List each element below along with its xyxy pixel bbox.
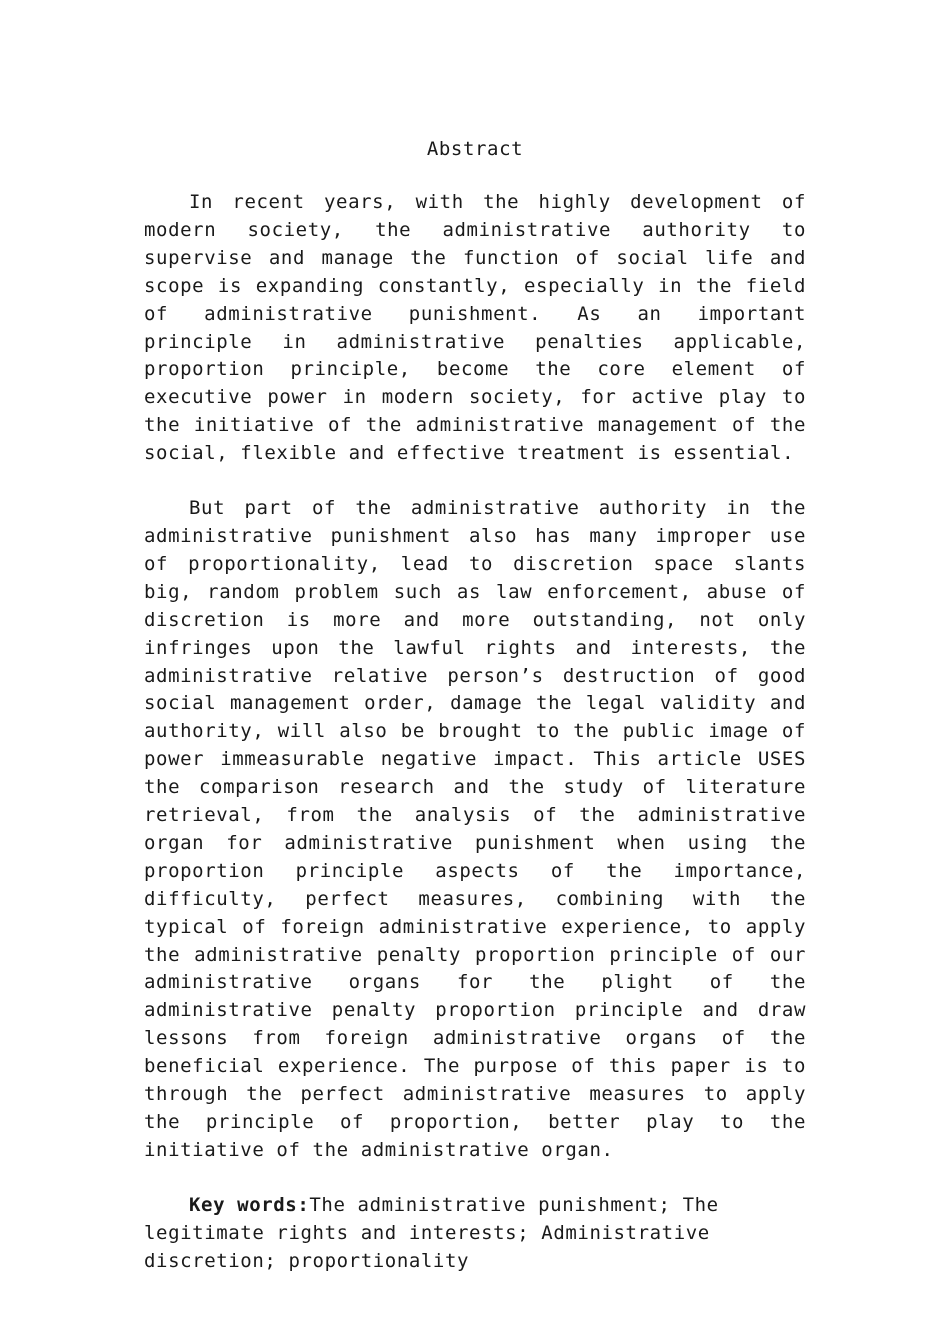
keywords-text: The administrative punishment; The legitimate rights and interests; Administrative discretion; proportionality <box>144 1193 719 1272</box>
keywords-line <box>144 1192 806 1276</box>
abstract-paragraph-1: In recent years, with the highly development of modern society, the administrative authority to supervise and manage the function of social life and scope is expanding constantly, especially in the field of administrative punishment. As an important principle in administrative penalties applicable, proportion principle, become the core element of executive power in modern society, for active play to the initiative of the administrative management of the social, flexible and effective treatment is essential. <box>144 191 806 465</box>
abstract-title: Abstract <box>426 138 524 160</box>
abstract-paragraph-2: But part of the administrative authority in the administrative punishment also has many improper use of proportionality, lead to discretion space slants big, random problem such as law enforcement, abuse of discretion is more and more outstanding, not only infringes upon the lawful rights and interests, the administrative relative person’s destruction of good social management order, damage the legal validity and authority, will also be brought to the public image of power immeasurable negative impact. This article USES the comparison research and the study of literature retrieval, from the analysis of the administrative organ for administrative punishment when using the proportion principle aspects of the importance, difficulty, perfect measures, combining with the typical of foreign administrative experience, to apply the administrative penalty proportion principle of our administrative organs for the plight of the administrative penalty proportion principle and draw lessons from foreign administrative organs of the beneficial experience. The purpose of this paper is to through the perfect administrative measures to apply the principle of proportion, better play to the initiative of the administrative organ. <box>144 497 806 1161</box>
document-page <box>144 134 806 1276</box>
keywords-label: Key words: <box>189 1193 310 1216</box>
